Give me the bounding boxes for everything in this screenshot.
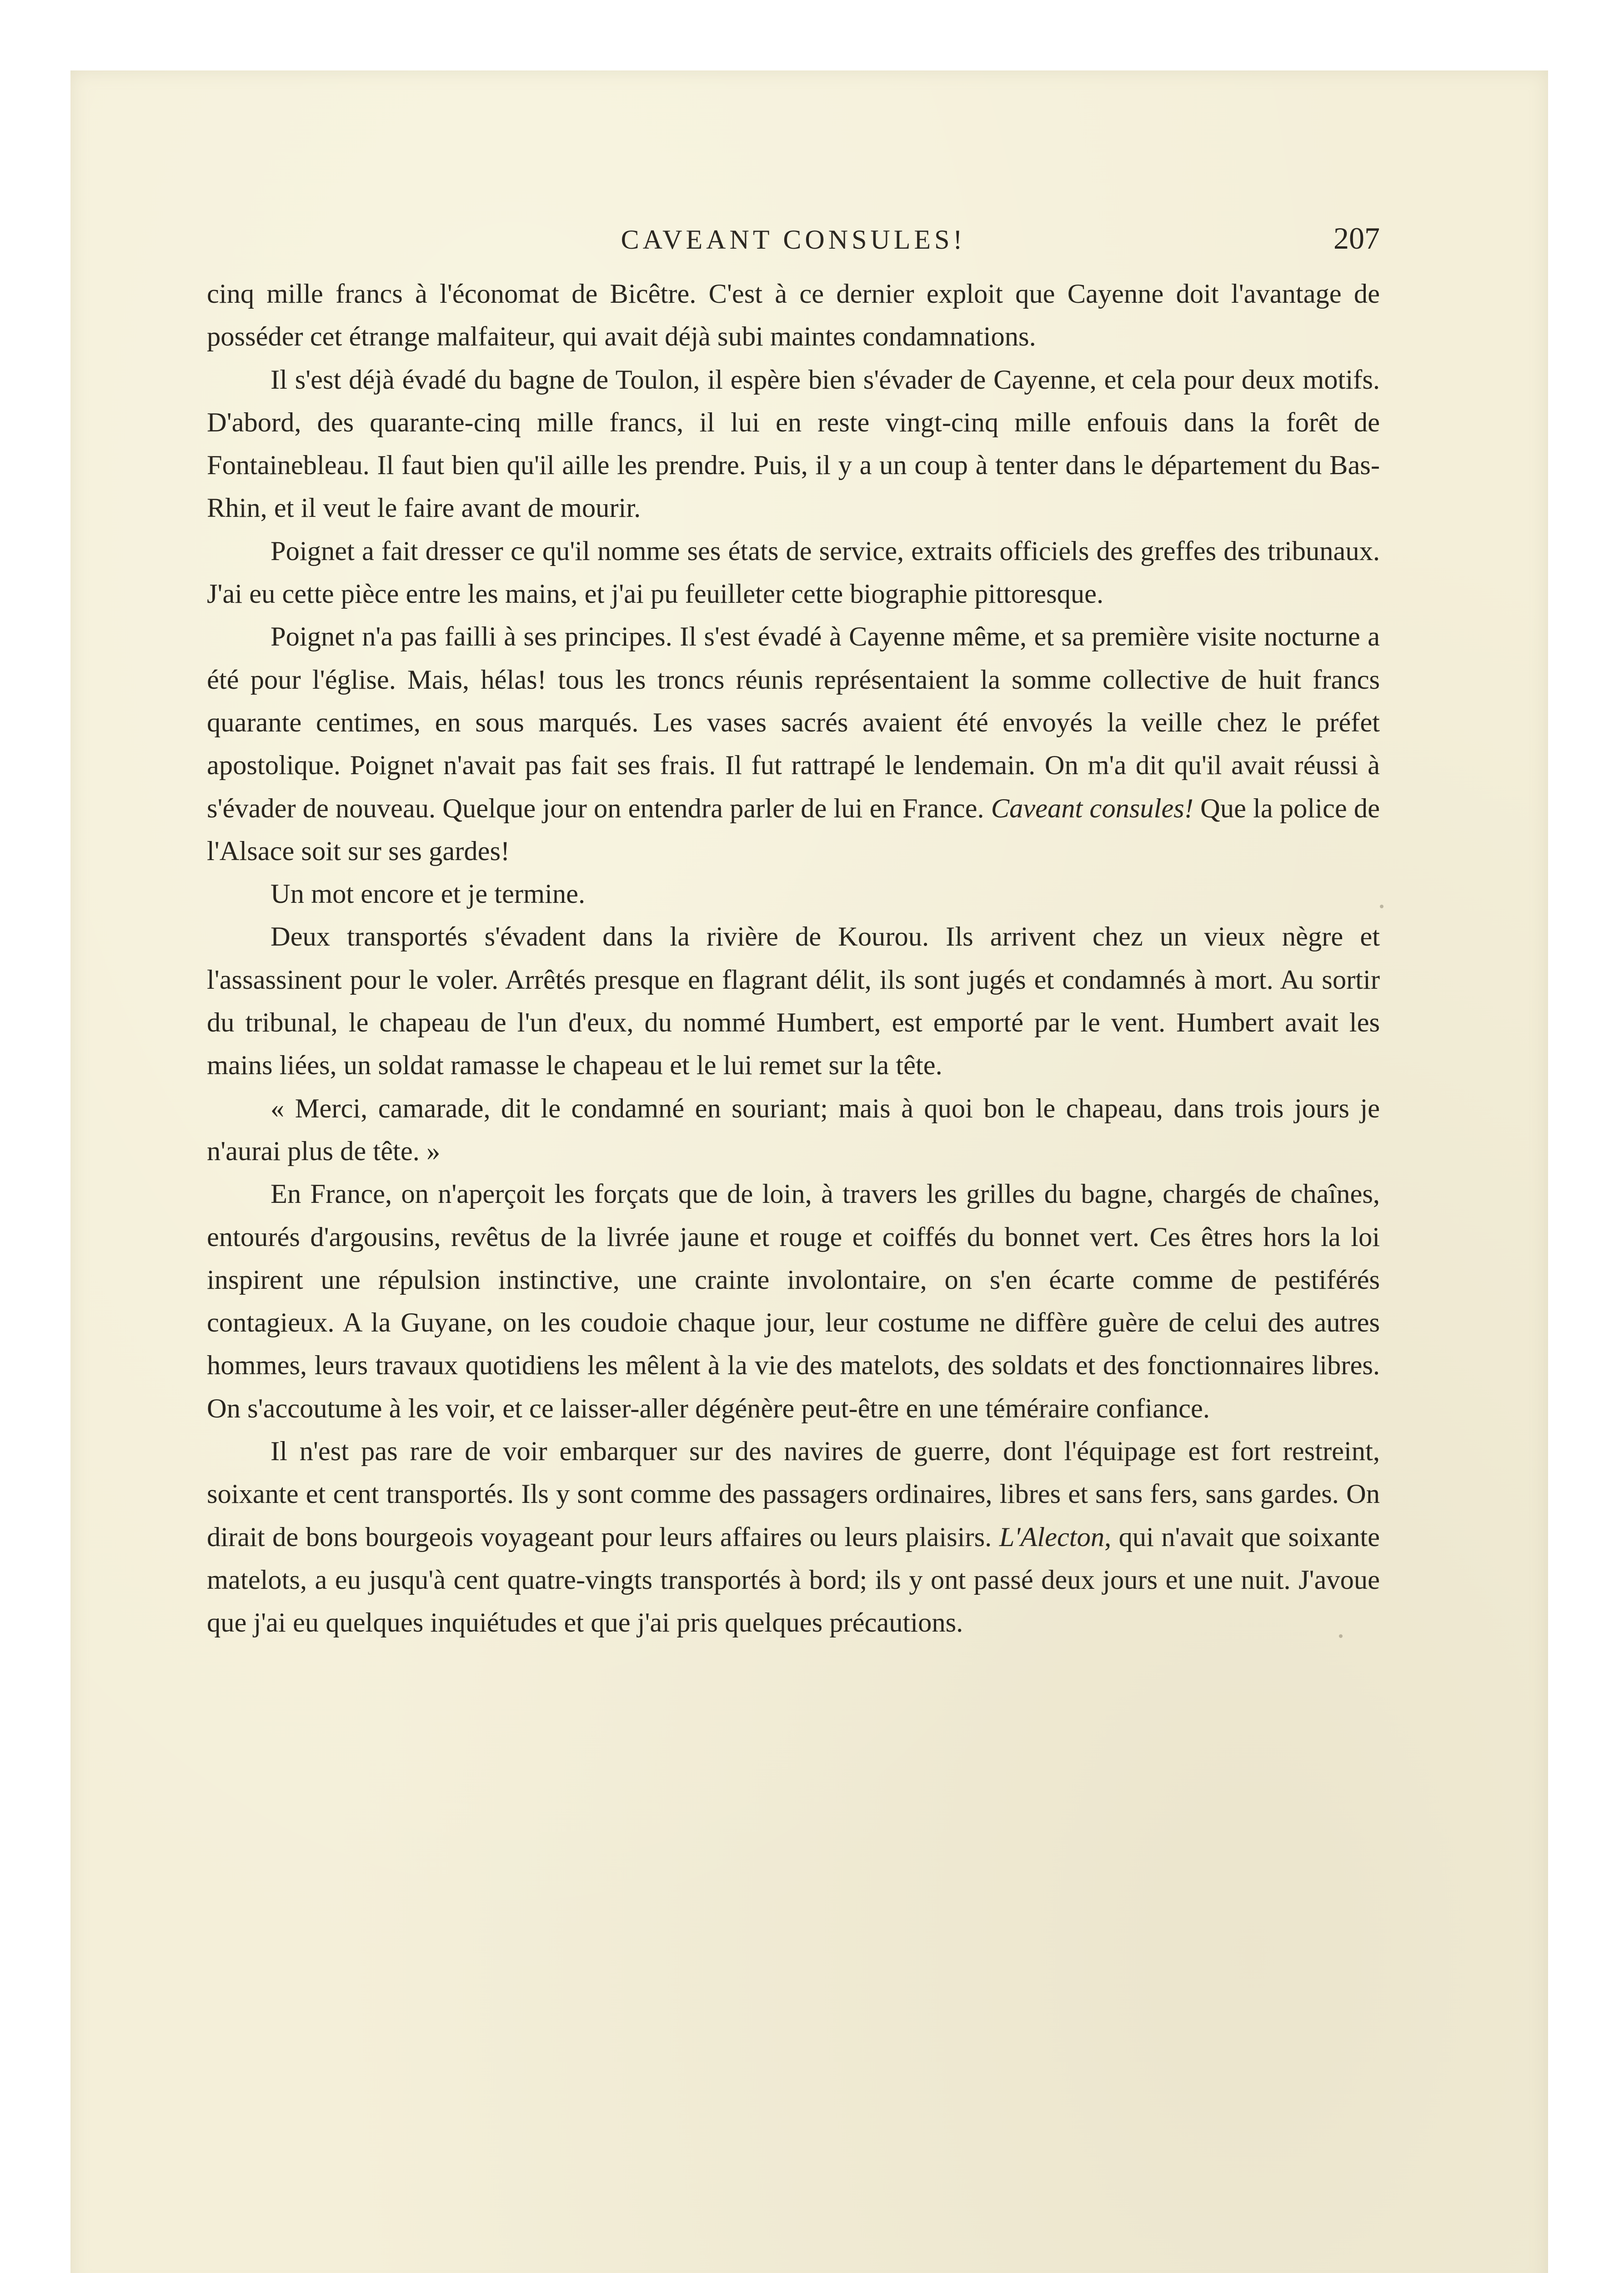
paragraph: [207, 616, 1380, 873]
paragraph-text: Que la police de l'Alsace soit sur ses gardes!: [207, 793, 1380, 866]
book-page: [70, 70, 1548, 2273]
page-number: 207: [1333, 221, 1380, 255]
paragraph: En France, on n'aperçoit les forçats que de loin, à travers les grilles du bagne, chargés de chaînes, entourés d'argousins, revêtus de la livrée jaune et rouge et coiffés du bonnet vert. Ces êtres hors la loi inspirent une répulsion instinctive, une crainte involontaire, on s'en écarte comme de pestiférés contagieux. A la Guyane, on les coudoie chaque jour, leur costume ne diffère guère de celui des autres hommes, leurs travaux quotidiens les mêlent à la vie des matelots, des soldats et des fonctionnaires libres. On s'accoutume à les voir, et ce laisser-aller dégénère peut-être en une téméraire confiance.: [207, 1179, 1380, 1424]
body-text: [207, 273, 1380, 1645]
paragraph: [207, 1430, 1380, 1644]
paragraph: Il s'est déjà évadé du bagne de Toulon, il espère bien s'évader de Cayenne, et cela pour deux motifs. D'abord, des quarante-cinq mille francs, il lui en reste vingt-cinq mille enfouis dans la forêt de Fontainebleau. Il faut bien qu'il aille les prendre. Puis, il y a un coup à tenter dans le département du Bas-Rhin, et il veut le faire avant de mourir.: [207, 364, 1380, 524]
paragraph: Poignet a fait dresser ce qu'il nomme ses états de service, extraits officiels des greffes des tribunaux. J'ai eu cette pièce entre les mains, et j'ai pu feuilleter cette biographie pittoresque.: [207, 536, 1380, 610]
ship-name: L'Alecton: [999, 1522, 1105, 1552]
paragraph-text: Poignet n'a pas failli à ses principes. Il s'est évadé à Cayenne même, et sa première visite nocturne a été pour l'église. Mais, hélas! tous les troncs réunis représentaient la somme collective de huit francs quarante centimes, en sous marqués. Les vases sacrés avaient été envoyés la veille chez le préfet apostolique. Poignet n'avait pas fait ses frais. Il fut rattrapé le lendemain. On m'a dit qu'il avait réussi à s'évader de nouveau. Quelque jour on entendra parler de lui en France.: [207, 621, 1380, 824]
paragraph-text: , qui n'avait que soixante matelots, a eu jusqu'à cent quatre-vingts transportés à bord; ils y ont passé deux jours et une nuit. J'avoue que j'ai eu quelques inquiétudes et que j'ai pris quelques précautions.: [207, 1522, 1380, 1638]
paper-speck: [548, 721, 551, 724]
paragraph: cinq mille francs à l'économat de Bicêtre. C'est à ce dernier exploit que Cayenne doit l'avantage de posséder cet étrange malfaiteur, qui avait déjà subi maintes condamnations.: [207, 279, 1380, 352]
paper-speck: [1380, 905, 1383, 908]
running-title: CAVEANT CONSULES!: [621, 225, 966, 255]
running-header: [207, 220, 1380, 270]
paragraph: Un mot encore et je termine.: [271, 879, 586, 910]
paragraph: Deux transportés s'évadent dans la rivière de Kourou. Ils arrivent chez un vieux nègre et l'assassinent pour le voler. Arrêtés presque en flagrant délit, ils sont jugés et condamnés à mort. Au sortir du tribunal, le chapeau de l'un d'eux, du nommé Humbert, est emporté par le vent. Humbert avait les mains liées, un soldat ramasse le chapeau et le lui remet sur la tête.: [207, 921, 1380, 1081]
paper-speck: [1339, 1634, 1343, 1638]
paragraph-text: Il n'est pas rare de voir embarquer sur des navires de guerre, dont l'équipage est fort restreint, soixante et cent transportés. Ils y sont comme des passagers ordinaires, libres et sans fers, sans gardes. On dirait de bons bourgeois voyageant pour leurs affaires ou leurs plaisirs.: [207, 1436, 1380, 1552]
italic-phrase: Caveant consules!: [991, 793, 1193, 824]
paragraph: « Merci, camarade, dit le condamné en souriant; mais à quoi bon le chapeau, dans trois jours je n'aurai plus de tête. »: [207, 1093, 1380, 1167]
